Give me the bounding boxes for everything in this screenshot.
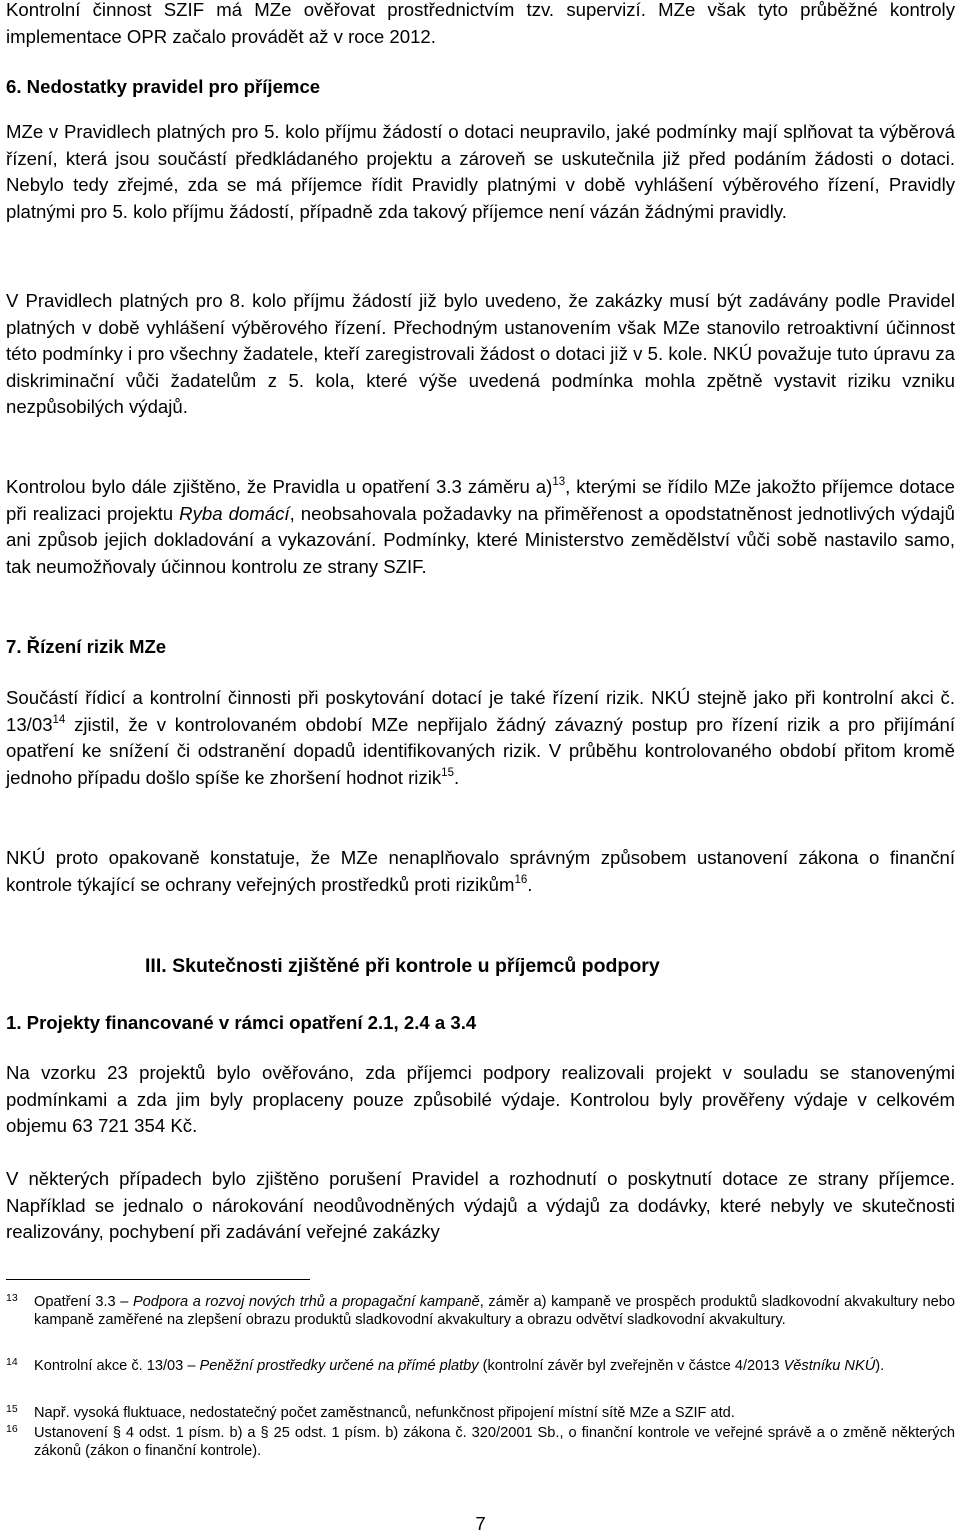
heading-6: 6. Nedostatky pravidel pro příjemce (6, 76, 321, 97)
paragraph-III-b: V některých případech bylo zjištěno porušení Pravidel a rozhodnutí o poskytnutí dotace ze strany příjemce. Například se jednalo o nárokování neodůvodněných výdajů a výdajů za dodávky, které nebyly ve skutečnosti realizovány, pochybení při zadávání veřejné zakázky (6, 1168, 955, 1243)
paragraph-6b: V Pravidlech platných pro 8. kolo příjmu žádostí již bylo uvedeno, že zakázky musí být zadávány podle Pravidel platných v době vyhlášení výběrového řízení. Přechodným ustanovením však MZe stanovilo retroaktivní účinnost této podmínky i pro všechny žadatele, kteří zaregistrovali žádost o dotaci již v 5. kole. NKÚ považuje tuto úpravu za diskriminační vůči žadatelům z 5. kola, které výše uvedená podmínka mohla zpětně vystavit riziku vzniku nezpůsobilých výdajů. (6, 290, 955, 418)
footnote-ref-16: 16 (514, 873, 528, 886)
paragraph-6c: Kontrolou bylo dále zjištěno, že Pravidla u opatření 3.3 záměru a)$^{13}$, kterými se řídilo MZe jakožto příjemce dotace při realizaci projektu Ryba domácí, neobsahovala požadavky na přiměřenost a opodstatněnost jednotlivých výdajů ani způsob jejich dokladování a vykazování. Podmínky, které Ministerstvo zemědělství vůči sobě nastavilo samo, tak neumožňovaly účinnou kontrolu ze strany SZIF. (6, 476, 956, 577)
footnote-ref-13: 13 (552, 476, 566, 488)
footnote-ref-15: 15 (441, 766, 454, 779)
paragraph-7a: Součástí řídicí a kontrolní činnosti při poskytování dotací je také řízení rizik. NKÚ stejně jako při kontrolní akci č. $13/03^{14}$ zjistil, že v kontrolovaném období MZe nepřijalo žádný závazný postup pro řízení rizik a pro přijímání opatření ke snížení či odstranění dopadů identifikovaných rizik. V průběhu kontrolovaného období přitom kromě jednoho případu došlo spíše ke zhoršení hodnot rizik$^{15}$. (6, 687, 955, 788)
paragraph-7b: NKÚ proto opakovaně konstatuje, že MZe nenaplňovalo správným způsobem ustanovení zákona o finanční kontrole týkající se ochrany veřejných prostředků proti rizikům$^{16}$. (6, 847, 955, 895)
footnote-ref-14: 14 (52, 713, 66, 726)
footnote-separator (6, 1279, 310, 1280)
paragraph-6a: MZe v Pravidlech platných pro 5. kolo příjmu žádostí o dotaci neupravilo, jaké podmínky mají splňovat ta výběrová řízení, která jsou součástí předkládaného projektu a zároveň se uskutečnila již před podáním žádosti o dotaci. Nebylo tedy zřejmé, zda se má příjemce řídit Pravidly platnými v době vyhlášení výběrového řízení, Pravidly platnými pro 5. kolo příjmu žádostí, případně zda takový příjemce není vázán žádnými pravidly. (6, 121, 955, 222)
heading-7: 7. Řízení rizik MZe (6, 636, 167, 657)
footnote-13: 13 Opatření 3.3 – Podpora a rozvoj nových trhů a propagační kampaně, záměr a) kampaně ve prospěch produktů sladkovodní akvakultury nebo kampaně zaměřené na zlepšení obrazu produktů sladkovodní akvakultury a obrazu odvětví sladkovodní akvakultury. (6, 1292, 956, 1328)
footnote-15: 15 Např. vysoká fluktuace, nedostatečný počet zaměstnanců, nefunkčnost připojení místní sítě MZe a SZIF atd. (6, 1403, 735, 1421)
page-number: 7 (475, 1513, 486, 1534)
heading-III: III. Skutečnosti zjištěné při kontrole u příjemců podpory (145, 955, 660, 977)
footnote-16: 16 Ustanovení § 4 odst. 1 písm. b) a § 25 odst. 1 písm. b) zákona č. 320/2001 Sb., o finanční kontrole ve veřejné správě a o změně některých zákonů (zákon o finanční kontrole). (6, 1423, 955, 1459)
top-paragraph: Kontrolní činnost SZIF má MZe ověřovat prostřednictvím tzv. supervizí. MZe však tyto průběžné kontroly implementace OPR začalo provádět až v roce 2012. (6, 0, 955, 47)
heading-III-1: 1. Projekty financované v rámci opatření 2.1, 2.4 a 3.4 (6, 1012, 477, 1033)
paragraph-III-a: Na vzorku 23 projektů bylo ověřováno, zda příjemci podpory realizovali projekt v souladu se stanovenými podmínkami a zda jim byly proplaceny pouze způsobilé výdaje. Kontrolou byly prověřeny výdaje v celkovém objemu 63 721 354 Kč. (6, 1062, 955, 1137)
footnote-14: 14 Kontrolní akce č. 13/03 – Peněžní prostředky určené na přímé platby (kontrolní závěr byl zveřejněn v částce 4/2013 Věstníku NKÚ). (6, 1356, 885, 1374)
